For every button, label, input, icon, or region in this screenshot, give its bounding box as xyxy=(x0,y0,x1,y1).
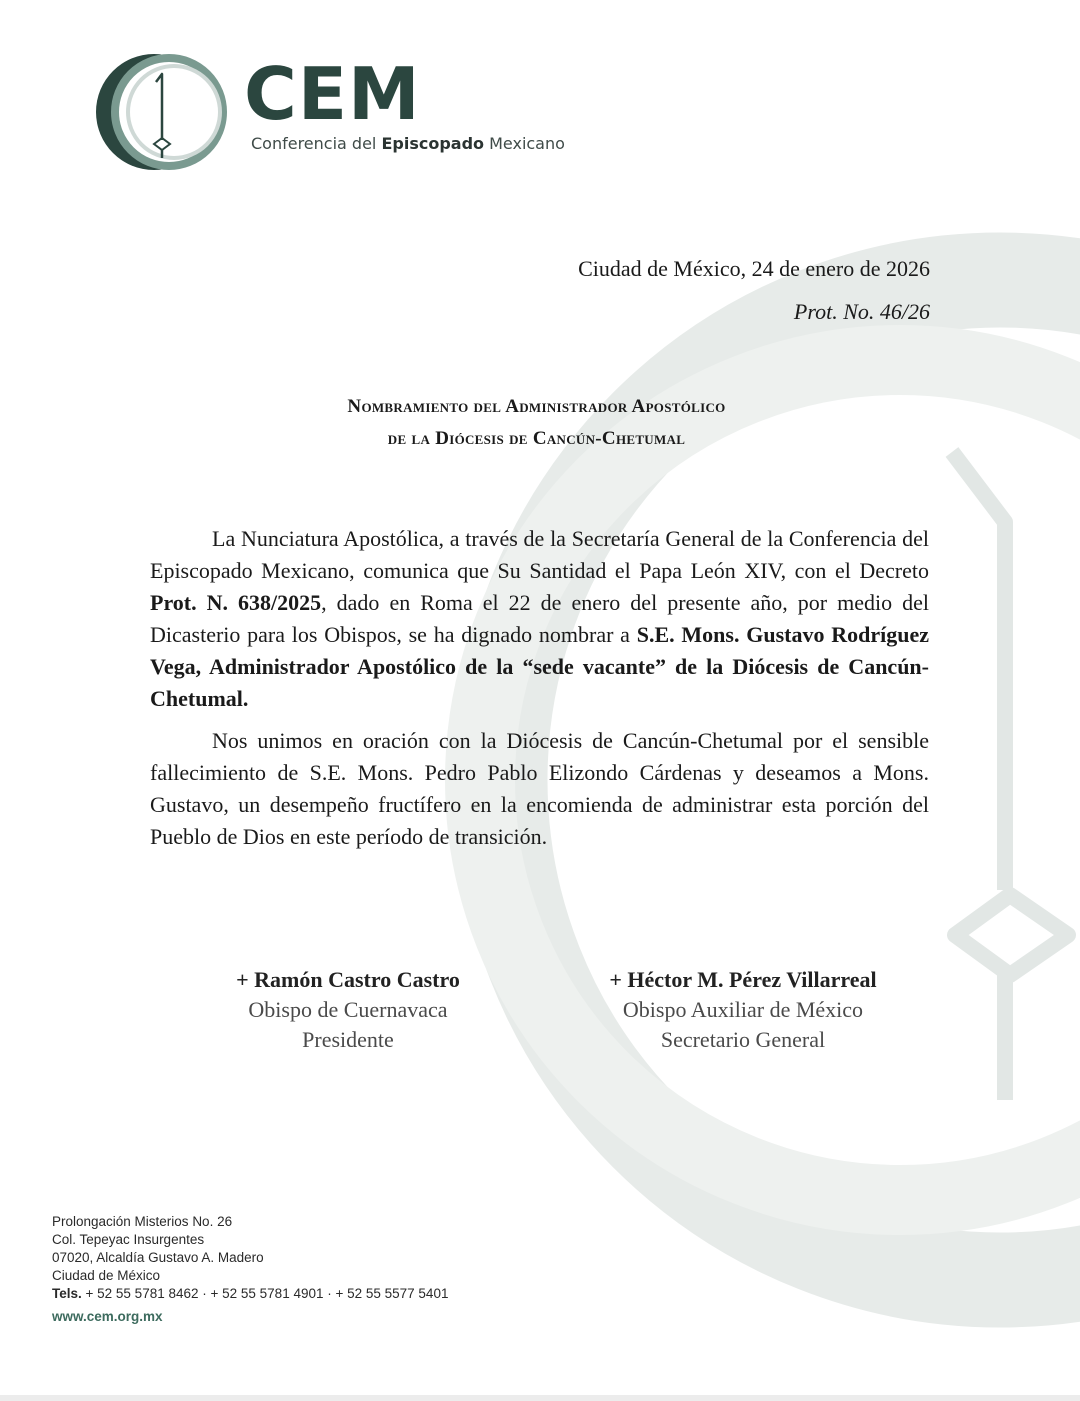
appointment-statement: S.E. Mons. Gustavo Rodríguez Vega, Administrador Apostólico de la “sede vacante” de la Diócesis de Cancún-Chetumal. xyxy=(150,622,929,711)
phone-values: + 52 55 5781 8462 · + 52 55 5781 4901 · + 52 55 5577 5401 xyxy=(81,1286,449,1301)
signature-block-secretary xyxy=(555,965,931,1055)
address-line: Col. Tepeyac Insurgentes xyxy=(52,1232,205,1247)
logo-subtitle-part1: Conferencia del xyxy=(251,134,382,153)
document-title-line1: Nombramiento del Administrador Apostólico xyxy=(347,396,726,417)
signer-name: + Héctor M. Pérez Villarreal xyxy=(609,967,877,992)
paragraph-1-text-a: La Nunciatura Apostólica, a través de la Secretaría General de la Conferencia del Episcopado Mexicano, comunica que Su Santidad el Papa León XIV, con el Decreto xyxy=(150,526,929,583)
signer-position: Secretario General xyxy=(660,1027,826,1052)
protocol-number: Prot. No. 46/26 xyxy=(793,299,930,324)
page-bottom-edge xyxy=(0,1395,1080,1401)
address-line: Prolongación Misterios No. 26 xyxy=(52,1214,233,1229)
paragraph-1 xyxy=(150,523,929,715)
website-link[interactable]: www.cem.org.mx xyxy=(52,1309,163,1324)
signer-title: Obispo de Cuernavaca xyxy=(248,997,448,1022)
logo-subtitle-bold: Episcopado xyxy=(381,134,485,153)
address-line: Ciudad de México xyxy=(52,1268,161,1283)
logo-acronym: CEM xyxy=(244,52,421,136)
letter-body xyxy=(150,523,929,853)
phone-numbers xyxy=(52,1285,448,1303)
paragraph-1-text-c: , dado en Roma el 22 de enero del presente año, por medio del Dicasterio para los Obispos, se ha dignado nombrar a xyxy=(150,590,929,647)
cem-logo-icon xyxy=(94,44,234,180)
logo-subtitle-part2: Mexicano xyxy=(484,134,565,153)
signer-position: Presidente xyxy=(302,1027,394,1052)
footer-contact xyxy=(52,1213,448,1326)
signature-block-president xyxy=(180,965,516,1055)
signer-title: Obispo Auxiliar de México xyxy=(622,997,864,1022)
signer-name: + Ramón Castro Castro xyxy=(236,967,460,992)
logo-subtitle xyxy=(251,134,565,153)
paragraph-2: Nos unimos en oración con la Diócesis de Cancún-Chetumal por el sensible fallecimiento de S.E. Mons. Pedro Pablo Elizondo Cárdenas y deseamos a Mons. Gustavo, un desempeño fructífero en la encomienda de administrar esta porción del Pueblo de Dios en este período de transición. xyxy=(150,728,929,849)
phone-label: Tels. xyxy=(52,1286,82,1301)
decree-number: Prot. N. 638/2025 xyxy=(150,590,322,615)
address-line: 07020, Alcaldía Gustavo A. Madero xyxy=(52,1250,264,1265)
document-title-line2: de la Diócesis de Cancún-Chetumal xyxy=(387,428,686,449)
letter-date: Ciudad de México, 24 de enero de 2026 xyxy=(578,256,930,281)
